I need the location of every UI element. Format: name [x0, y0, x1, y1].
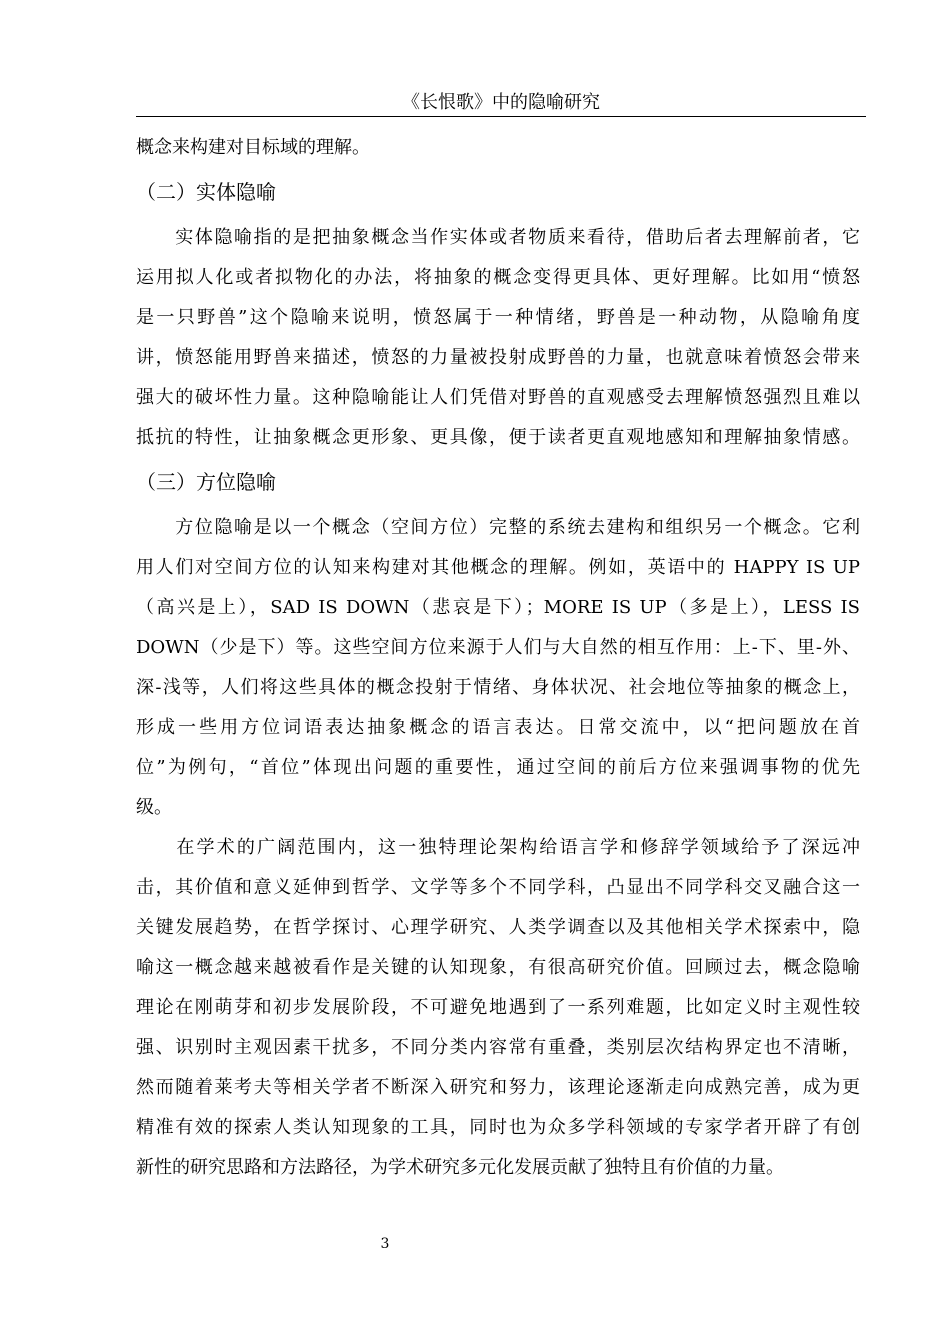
running-header: 《长恨歌》中的隐喻研究 [136, 90, 866, 117]
paragraph-line: 强、识别时主观因素干扰多，不同分类内容常有重叠，类别层次结构界定也不清晰， [136, 1037, 860, 1058]
paragraph-line: 运用拟人化或者拟物化的办法，将抽象的概念变得更具体、更好理解。比如用“愤怒 [136, 267, 860, 288]
paragraph-line: DOWN（少是下）等。这些空间方位来源于人们与大自然的相互作用：上-下、里-外、 [136, 637, 860, 658]
paragraph-line: 击，其价值和意义延伸到哲学、文学等多个不同学科，凸显出不同学科交叉融合这一 [136, 877, 860, 898]
continued-text-line: 概念来构建对目标域的理解。 [136, 137, 370, 158]
paragraph-line: 理论在刚萌芽和初步发展阶段，不可避免地遇到了一系列难题，比如定义时主观性较 [136, 997, 860, 1018]
paragraph-line: 关键发展趋势，在哲学探讨、心理学研究、人类学调查以及其他相关学术探索中，隐 [136, 917, 860, 938]
orientational-metaphor-paragraph [136, 508, 860, 828]
paragraph-line: 是一只野兽”这个隐喻来说明，愤怒属于一种情绪，野兽是一种动物，从隐喻角度 [136, 307, 860, 328]
paragraph-line: 讲，愤怒能用野兽来描述，愤怒的力量被投射成野兽的力量，也就意味着愤怒会带来 [136, 347, 860, 368]
paragraph-line: 实体隐喻指的是把抽象概念当作实体或者物质来看待，借助后者去理解前者，它 [136, 227, 860, 248]
paragraph-line: 在学术的广阔范围内，这一独特理论架构给语言学和修辞学领域给予了深远冲 [136, 837, 860, 858]
section-heading-orientational-metaphor: （三）方位隐喻 [136, 470, 276, 494]
paragraph-line: 位”为例句，“首位”体现出问题的重要性，通过空间的前后方位来强调事物的优先 [136, 757, 860, 778]
paragraph-line: 级。 [136, 797, 172, 818]
paragraph-line: 形成一些用方位词语表达抽象概念的语言表达。日常交流中，以“把问题放在首 [136, 717, 860, 738]
academic-impact-paragraph [136, 828, 860, 1188]
paragraph-line: 新性的研究思路和方法路径，为学术研究多元化发展贡献了独特且有价值的力量。 [136, 1157, 784, 1178]
page-body [136, 128, 860, 1188]
paragraph-line: 然而随着莱考夫等相关学者不断深入研究和努力，该理论逐渐走向成熟完善，成为更 [136, 1077, 860, 1098]
paragraph-line: （高兴是上），SAD IS DOWN（悲哀是下）；MORE IS UP（多是上），LESS IS [136, 597, 860, 618]
page-number: 3 [380, 1236, 390, 1252]
paragraph-line: 抵抗的特性，让抽象概念更形象、更具像，便于读者更直观地感知和理解抽象情感。 [136, 427, 860, 448]
paragraph-line: 方位隐喻是以一个概念（空间方位）完整的系统去建构和组织另一个概念。它利 [136, 517, 860, 538]
entity-metaphor-paragraph [136, 218, 860, 458]
paragraph-line: 用人们对空间方位的认知来构建对其他概念的理解。例如，英语中的 HAPPY IS UP [136, 557, 860, 578]
paragraph-line: 精准有效的探索人类认知现象的工具，同时也为众多学科领域的专家学者开辟了有创 [136, 1117, 860, 1138]
paragraph-line: 强大的破坏性力量。这种隐喻能让人们凭借对野兽的直观感受去理解愤怒强烈且难以 [136, 387, 860, 408]
paragraph-line: 喻这一概念越来越被看作是关键的认知现象，有很高研究价值。回顾过去，概念隐喻 [136, 957, 860, 978]
section-heading-entity-metaphor: （二）实体隐喻 [136, 180, 276, 204]
paragraph-line: 深-浅等，人们将这些具体的概念投射于情绪、身体状况、社会地位等抽象的概念上， [136, 677, 860, 698]
